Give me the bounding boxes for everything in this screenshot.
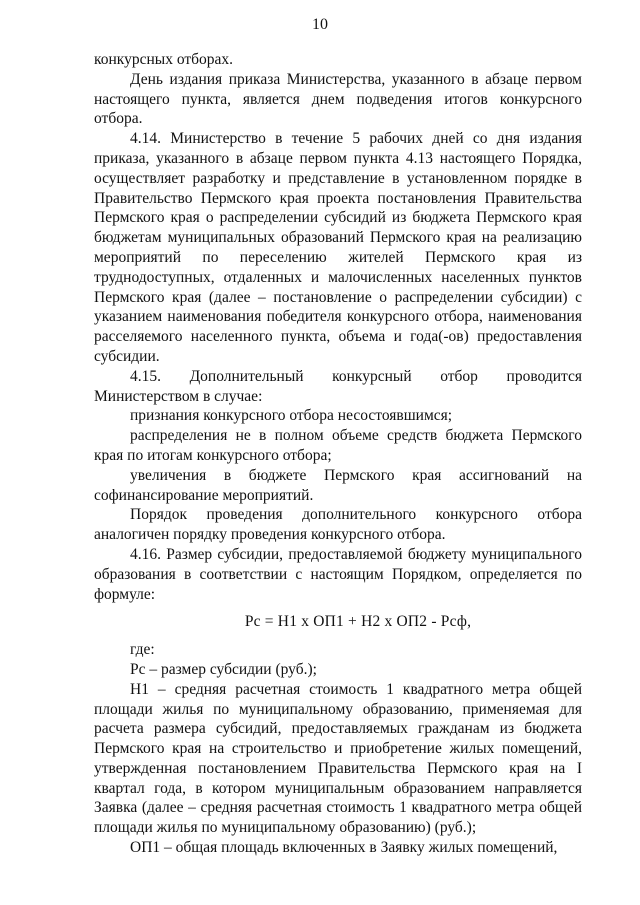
paragraph-procedure: Порядок проведения дополнительного конкурсного отбора аналогичен порядку проведения конкурсного отбора. — [94, 506, 582, 544]
paragraph-result-day: День издания приказа Министерства, указанного в абзаце первом настоящего пункта, является днем подведения итогов конкурсного отбора. — [94, 70, 582, 128]
definition-rs: Рс – размер субсидии (руб.); — [130, 660, 317, 678]
list-item-budget-increase: увеличения в бюджете Пермского края ассигнований на софинансирование мероприятий. — [94, 466, 582, 504]
list-item-failed-selection: признания конкурсного отбора несостоявшимся; — [130, 407, 453, 425]
paragraph-continuation: конкурсных отборах. — [94, 51, 234, 68]
page-body — [94, 50, 582, 858]
list-item-partial-distribution: распределения не в полном объеме средств бюджета Пермского края по итогам конкурсного отбора; — [94, 427, 582, 464]
definition-op1: ОП1 – общая площадь включенных в Заявку жилых помещений, — [130, 839, 558, 857]
paragraph-4-14: 4.14. Министерство в течение 5 рабочих дней со дня издания приказа, указанного в абзаце первом пункта 4.13 настоящего Порядка, осуществляет разработку и представление в установленном порядке в Правительство Пермского края проекта постановления Правительства Пермского края о распределении субсидий из бюджета Пермского края бюджетам муниципальных образований Пермского края на реализацию мероприятий по переселению жителей Пермского края из труднодоступных, отдаленных и малочисленных населенных пунктов Пермского края (далее – постановление о распределении субсидии) с указанием наименования победителя конкурсного отбора, наименования расселяемого населенного пункта, объема и года(-ов) предоставления субсидии. — [94, 130, 582, 365]
definition-n1: Н1 – средняя расчетная стоимость 1 квадратного метра общей площади жилья по муниципальному образованию, применяемая для расчета размера субсидий, предоставляемых гражданам из бюджета Пермского края на строительство и приобретение жилых помещений, утвержденная постановлением Правительства Пермского края на I квартал года, в котором муниципальным образованием направляется Заявка (далее – средняя расчетная стоимость 1 квадратного метра общей площади жилья по муниципальному образованию) (руб.); — [94, 680, 582, 837]
subsidy-formula: Рс = Н1 х ОП1 + Н2 х ОП2 - Рсф, — [244, 613, 472, 631]
paragraph-4-16: 4.16. Размер субсидии, предоставляемой бюджету муниципального образования в соответствии с настоящим Порядком, определяется по формуле: — [94, 545, 582, 603]
paragraph-4-15: 4.15. Дополнительный конкурсный отбор проводится Министерством в случае: — [94, 367, 582, 405]
paragraph-where: где: — [130, 641, 155, 659]
page-number: 10 — [312, 16, 328, 33]
